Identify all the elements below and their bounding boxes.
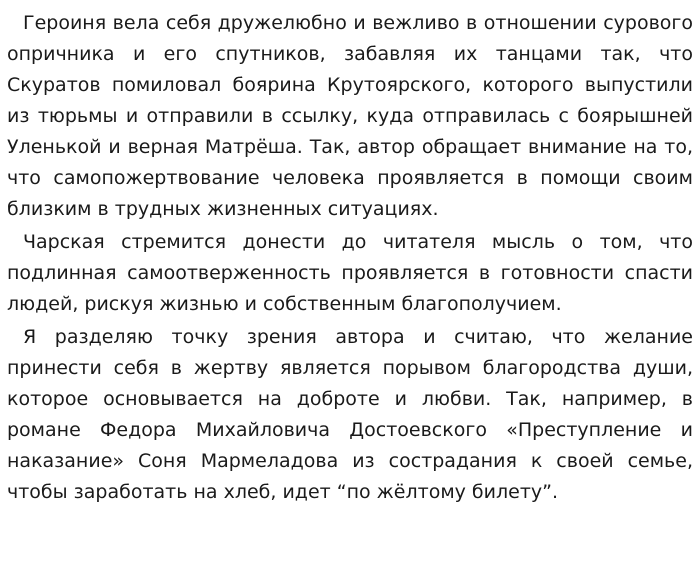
document-body [7, 8, 693, 510]
paragraph-3: Я разделяю точку зрения автора и считаю, что желание принести себя в жертву является порывом благородства души, которое основывается на доброте и любви. Так, например, в романе Федора Михайловича Достоевского «Преступление и наказание» Соня Мармеладова из сострадания к своей семье, чтобы заработать на хлеб, идет “по жёлтому билету”. [7, 326, 693, 503]
paragraph-2: Чарская стремится донести до читателя мысль о том, что подлинная самоотверженность проявляется в готовности спасти людей, рискуя жизнью и собственным благополучием. [7, 231, 693, 315]
paragraph-1: Героиня вела себя дружелюбно и вежливо в отношении сурового опричника и его спутников, забавляя их танцами так, что Скуратов помиловал боярина Крутоярского, которого выпустили из тюрьмы и отправили в ссылку, куда отправилась с боярышней Уленькой и верная Матрёша. Так, автор обращает внимание на то, что самопожертвование человека проявляется в помощи своим близким в трудных жизненных ситуациях. [7, 12, 693, 220]
